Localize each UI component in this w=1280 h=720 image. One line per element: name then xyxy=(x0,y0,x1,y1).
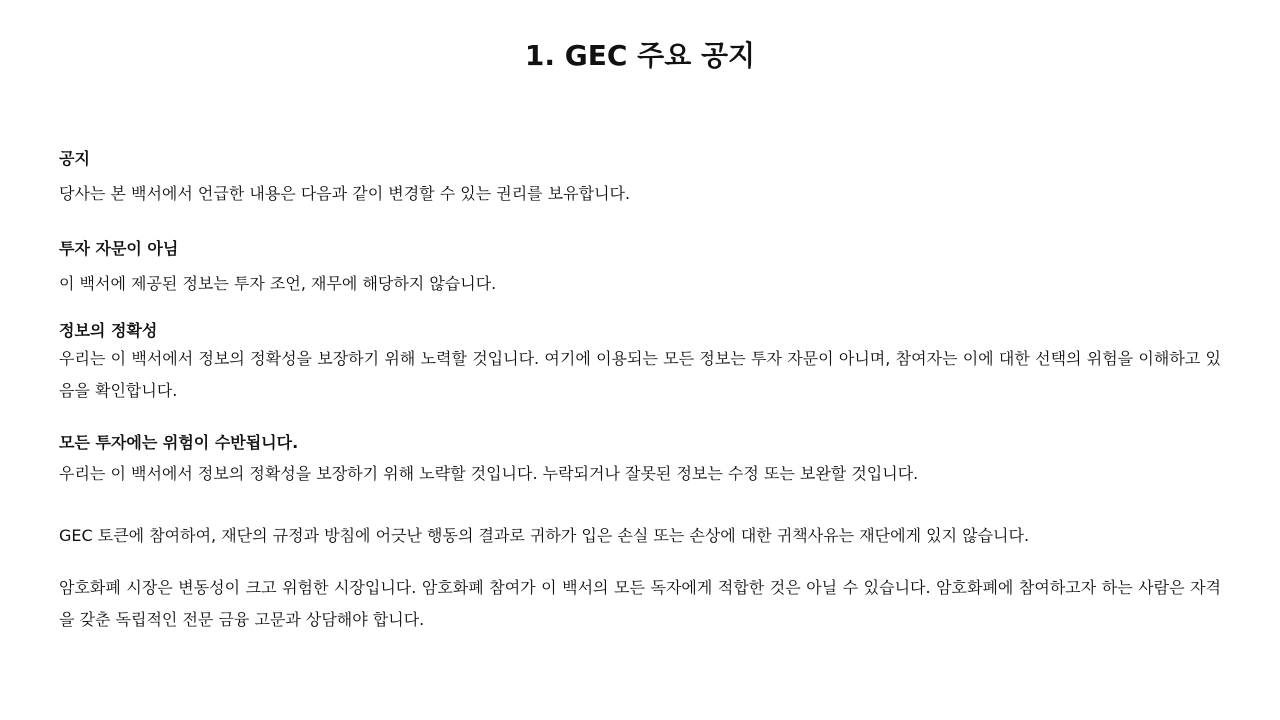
section-heading-notice: 공지 xyxy=(59,149,90,168)
section-heading-risk: 모든 투자에는 위험이 수반됩니다. xyxy=(59,433,299,452)
section-body-risk: 우리는 이 백서에서 정보의 정확성을 보장하기 위해 노략할 것입니다. 누락되거나 잘못된 정보는 수정 또는 보완할 것입니다. xyxy=(59,464,919,483)
section-heading-accuracy: 정보의 정확성 xyxy=(59,321,158,340)
section-heading-not-investment-advice: 투자 자문이 아님 xyxy=(59,239,179,258)
paragraph-crypto-market-risk: 암호화폐 시장은 변동성이 크고 위험한 시장입니다. 암호화폐 참여가 이 백서의 모든 독자에게 적합한 것은 아닐 수 있습니다. 암호화폐에 참여하고자 하는 사람은 자격을 갖춘 독립적인 전문 금융 고문과 상담해야 합니다. xyxy=(59,578,1221,629)
page-title: 1. GEC 주요 공지 xyxy=(524,39,756,72)
paragraph-liability: GEC 토큰에 참여하여, 재단의 규정과 방침에 어긋난 행동의 결과로 귀하가 입은 손실 또는 손상에 대한 귀책사유는 재단에게 있지 않습니다. xyxy=(59,526,1030,545)
section-body-accuracy: 우리는 이 백서에서 정보의 정확성을 보장하기 위해 노력할 것입니다. 여기에 이용되는 모든 정보는 투자 자문이 아니며, 참여자는 이에 대한 선택의 위험을 이해하고 있음을 확인합니다. xyxy=(59,349,1221,400)
section-body-not-investment-advice: 이 백서에 제공된 정보는 투자 조언, 재무에 해당하지 않습니다. xyxy=(59,274,497,293)
section-body-notice: 당사는 본 백서에서 언급한 내용은 다음과 같이 변경할 수 있는 권리를 보유합니다. xyxy=(59,184,631,203)
